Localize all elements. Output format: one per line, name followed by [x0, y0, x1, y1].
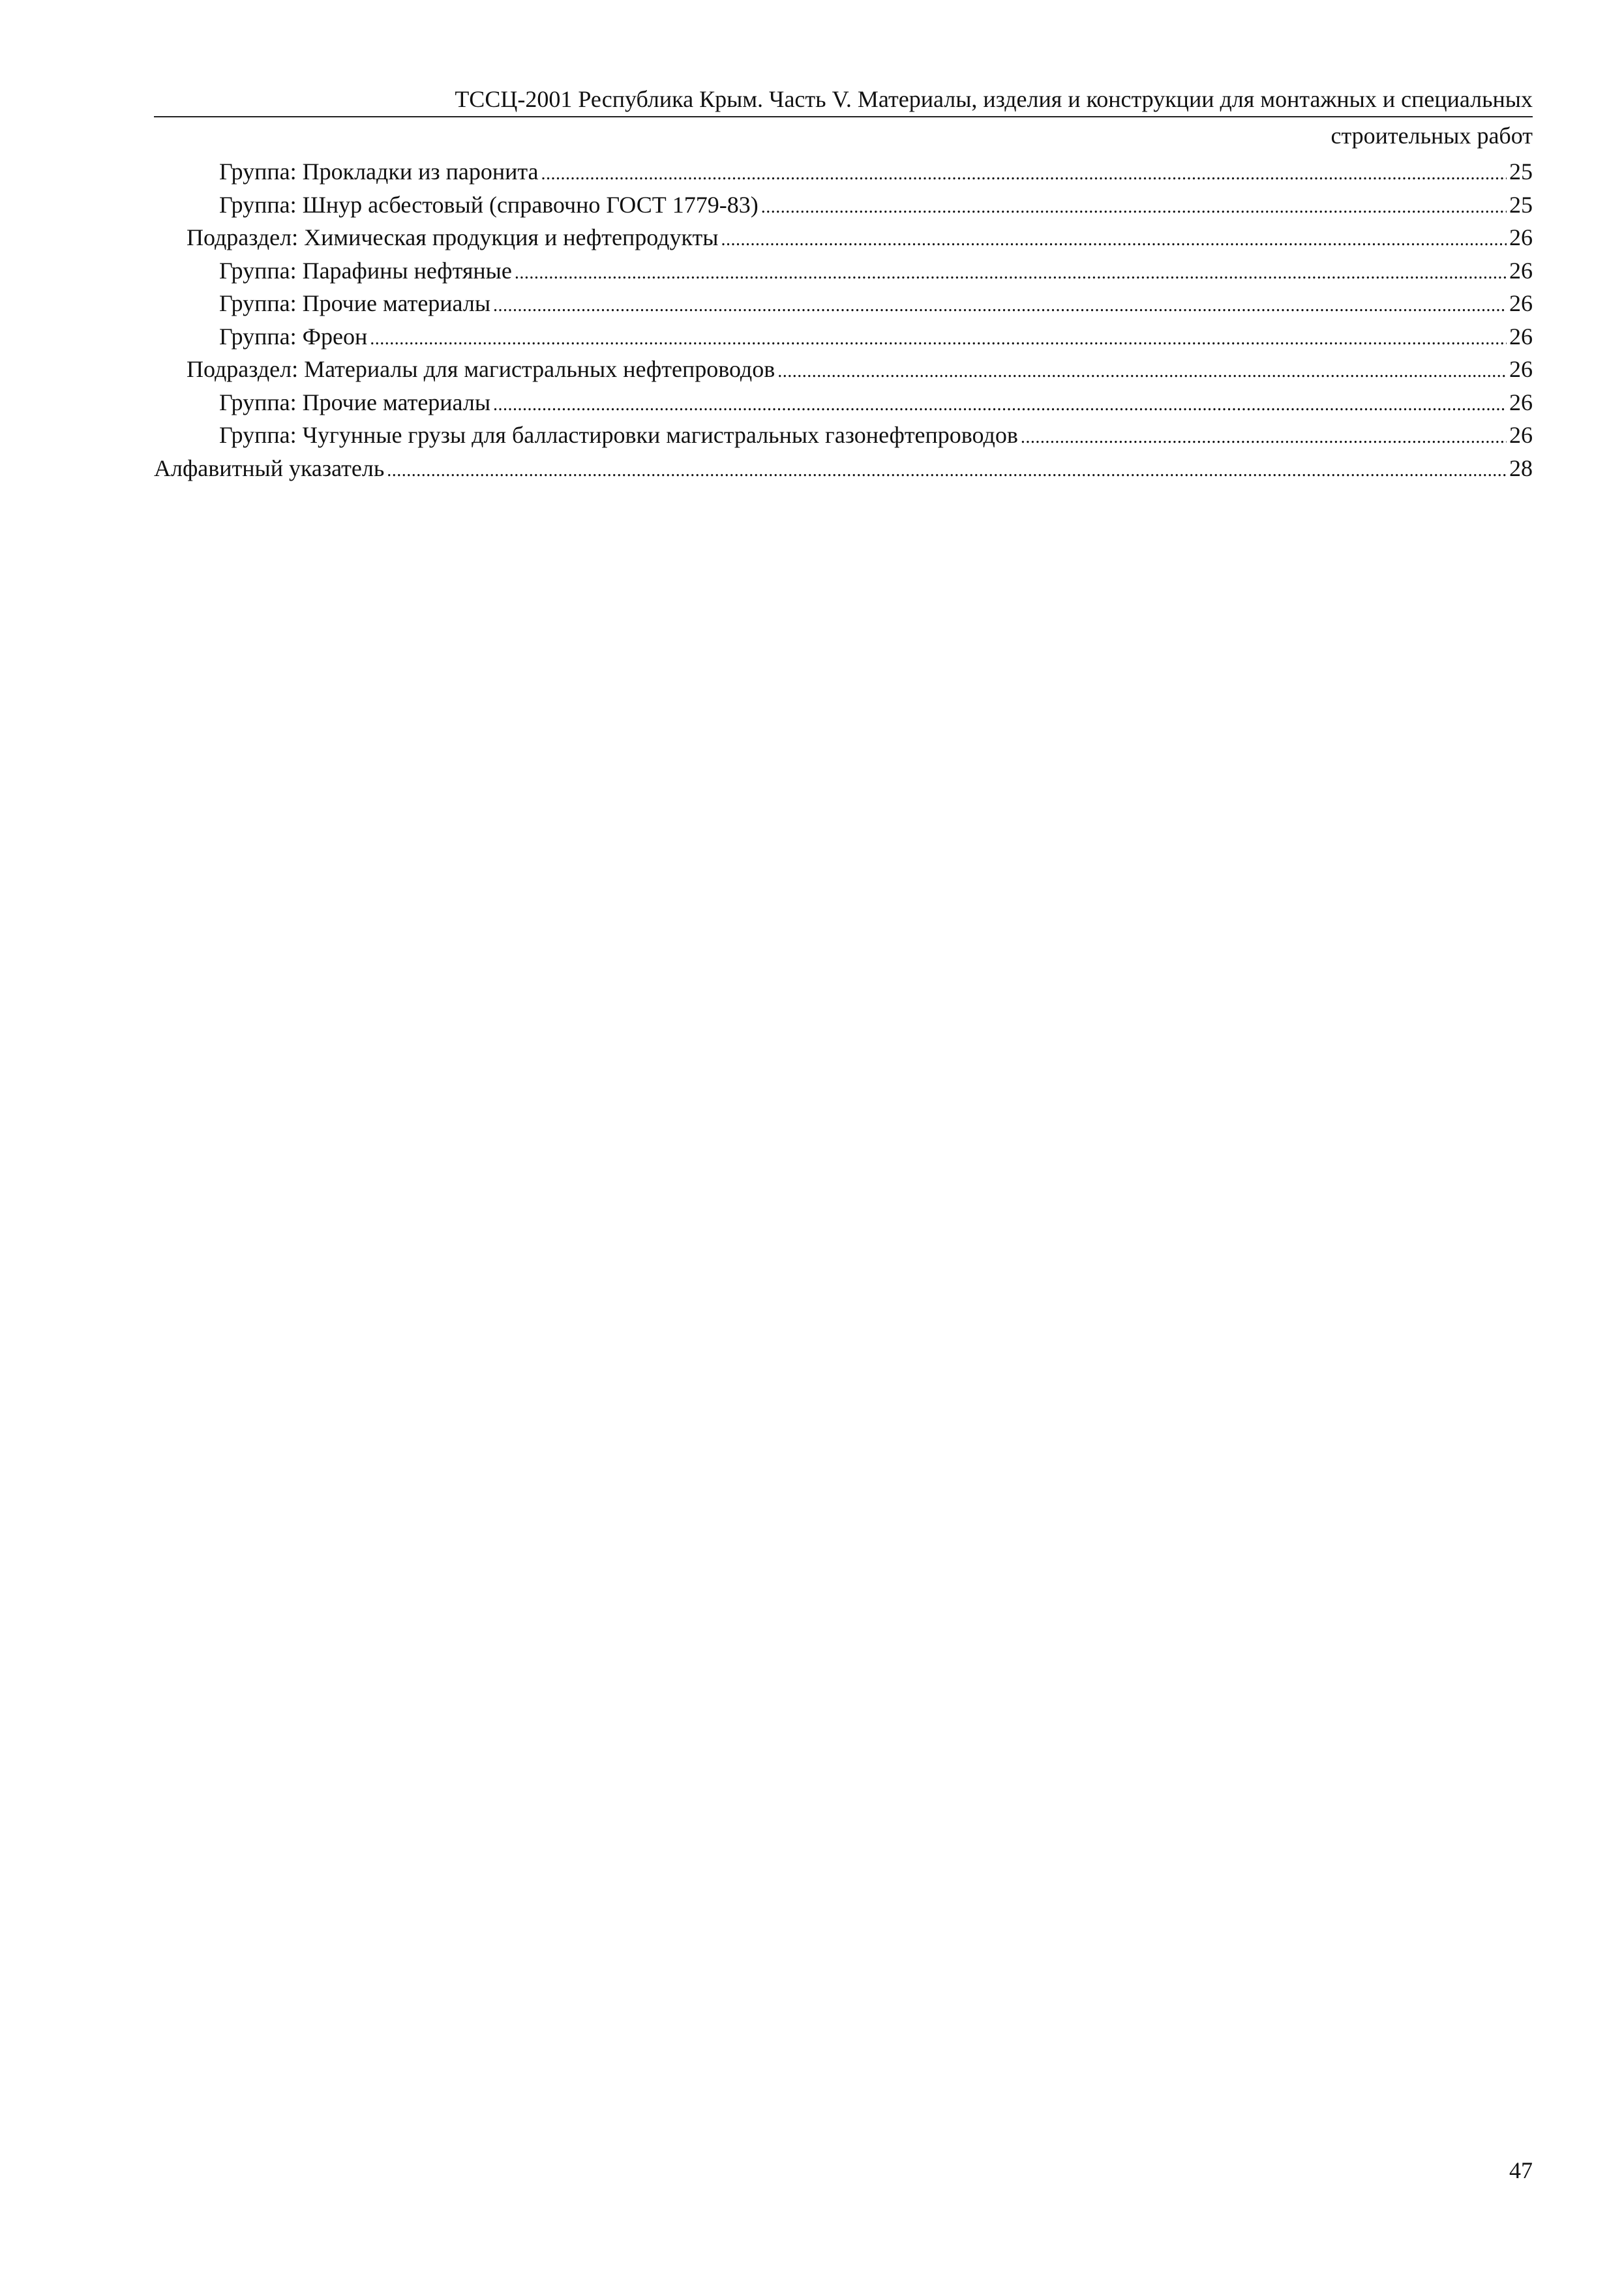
toc-entry-title: Группа: Чугунные грузы для балластировки магистральных газонефтепроводов [219, 422, 1018, 448]
toc-entry-page: 26 [1509, 356, 1533, 382]
toc-entry[interactable] [154, 322, 1533, 355]
toc-entry-page: 25 [1509, 158, 1533, 185]
toc-entry[interactable] [154, 420, 1533, 453]
toc-entry[interactable] [154, 387, 1533, 421]
toc-entry-page: 25 [1509, 191, 1533, 218]
toc-leader-dots [387, 455, 1507, 486]
toc-entry-page: 26 [1509, 323, 1533, 350]
toc-leader-dots [777, 356, 1507, 387]
table-of-contents [154, 157, 1533, 486]
toc-leader-dots [721, 224, 1507, 256]
toc-entry[interactable] [154, 157, 1533, 190]
toc-entry[interactable] [154, 256, 1533, 289]
header-rule [154, 116, 1533, 117]
toc-entry-title: Подраздел: Химическая продукция и нефтепродукты [187, 224, 719, 250]
toc-entry-title: Группа: Шнур асбестовый (справочно ГОСТ 1779-83) [219, 191, 759, 218]
toc-entry-page: 26 [1509, 422, 1533, 448]
toc-entry[interactable] [154, 222, 1533, 256]
toc-entry-title: Подраздел: Материалы для магистральных нефтепроводов [187, 356, 775, 382]
header-title-line2: строительных работ [1331, 123, 1533, 149]
toc-entry-page: 26 [1509, 257, 1533, 284]
toc-entry[interactable] [154, 354, 1533, 387]
toc-leader-dots [370, 323, 1507, 355]
page-number: 47 [1509, 2157, 1533, 2183]
toc-entry-page: 28 [1509, 455, 1533, 481]
header-title-line1: ТССЦ-2001 Республика Крым. Часть V. Материалы, изделия и конструкции для монтажных и специальных [455, 86, 1533, 112]
toc-entry-title: Алфавитный указатель [154, 455, 385, 481]
toc-leader-dots [541, 158, 1507, 190]
toc-entry-title: Группа: Прочие материалы [219, 389, 491, 415]
toc-entry-page: 26 [1509, 389, 1533, 415]
toc-leader-dots [515, 258, 1507, 289]
running-header [154, 83, 1533, 151]
toc-leader-dots [493, 389, 1507, 421]
toc-leader-dots [493, 290, 1507, 322]
toc-leader-dots [761, 192, 1507, 223]
toc-entry-title: Группа: Прокладки из паронита [219, 158, 539, 185]
toc-entry[interactable] [154, 453, 1533, 486]
toc-entry[interactable] [154, 288, 1533, 322]
toc-entry-title: Группа: Парафины нефтяные [219, 257, 512, 284]
toc-entry-title: Группа: Прочие материалы [219, 290, 491, 316]
toc-leader-dots [1021, 422, 1507, 453]
toc-entry-page: 26 [1509, 290, 1533, 316]
toc-entry-page: 26 [1509, 224, 1533, 250]
toc-entry[interactable] [154, 190, 1533, 223]
toc-entry-title: Группа: Фреон [219, 323, 368, 350]
